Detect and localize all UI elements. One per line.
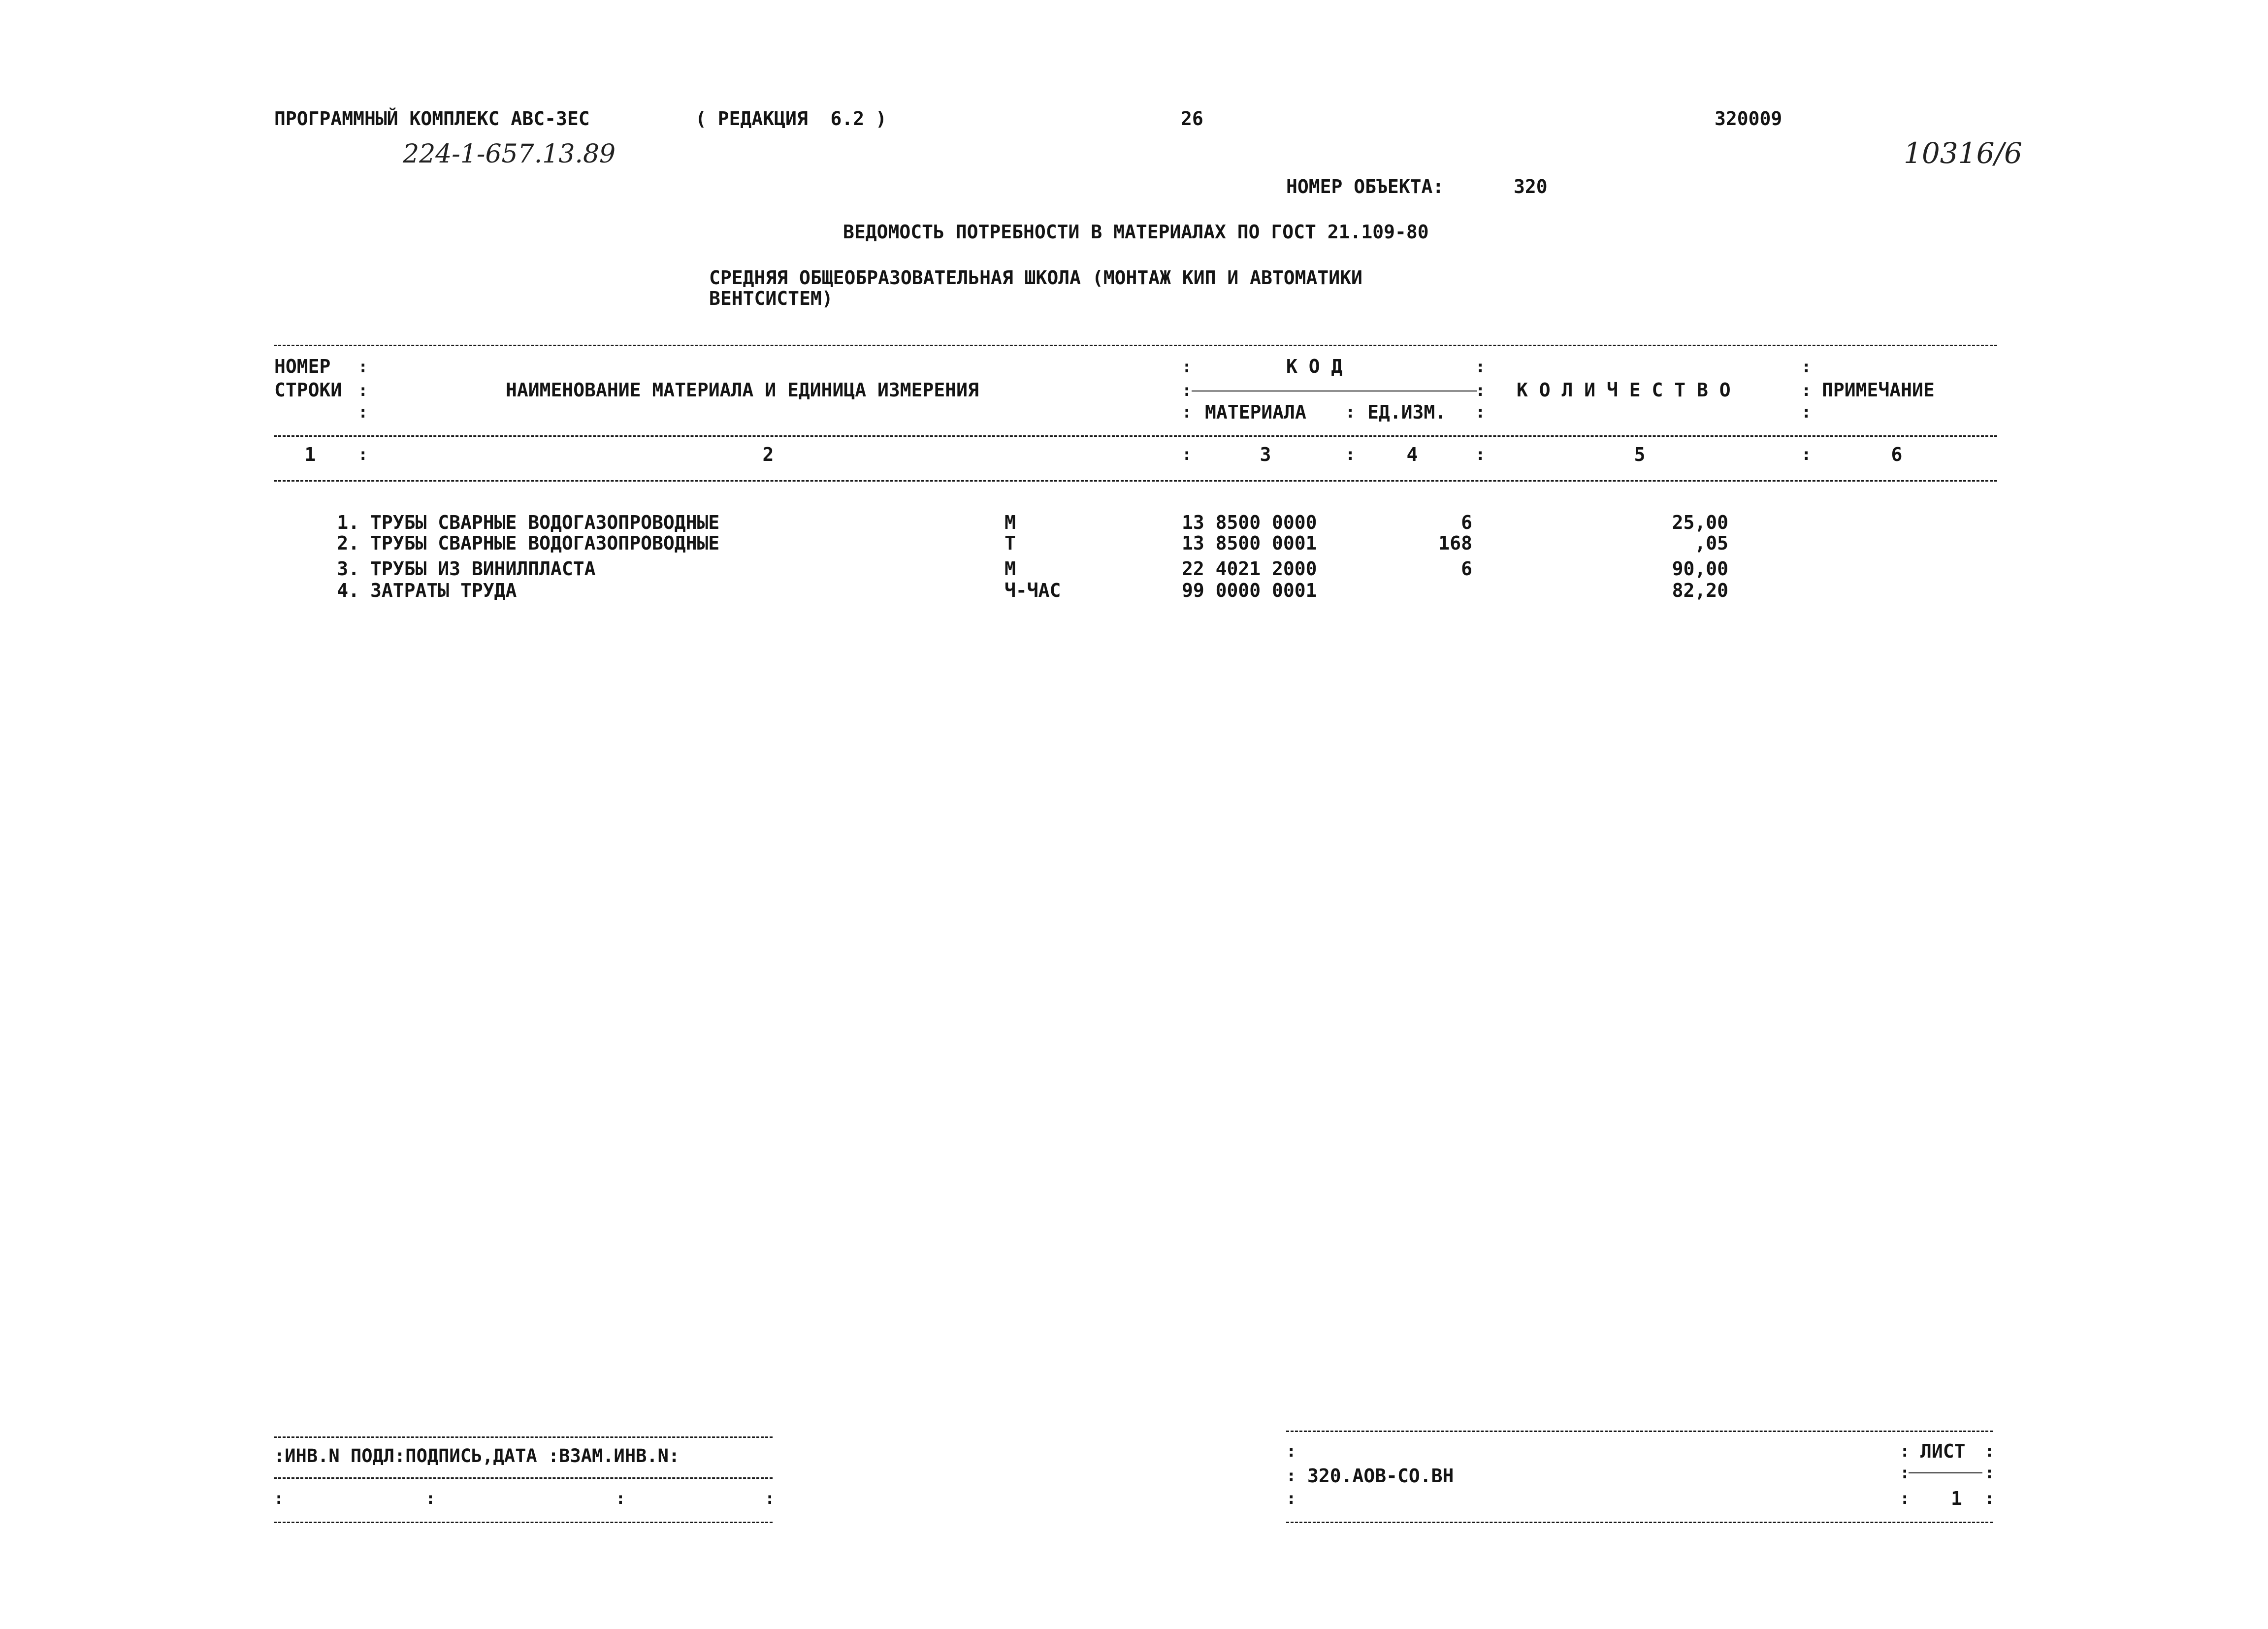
separator: : [1182,357,1192,377]
separator: : [1475,445,1486,464]
separator: : [358,445,368,464]
stamp-left-mid-rule [274,1477,773,1479]
unit: М [1004,558,1016,580]
quantity: 82,20 [1672,580,1728,601]
column-number: 1 [304,444,316,465]
column-number: 2 [762,444,774,465]
quantity: ,05 [1694,532,1728,554]
separator: : [1984,1489,1995,1508]
object-number-label: НОМЕР ОБЪЕКТА: [1286,176,1444,197]
material-name: ТРУБЫ СВАРНЫЕ ВОДОГАЗОПРОВОДНЫЕ [370,512,720,533]
material-code: 13 8500 0001 [1182,532,1317,554]
separator: : [1475,402,1486,422]
handwritten-inventory-number: 10316/6 [1904,136,2022,170]
separator: : [1801,402,1812,422]
sheet-label: ЛИСТ [1920,1440,1966,1462]
unit: М [1004,512,1016,533]
header-unit-code: ЕД.ИЗМ. [1367,401,1447,423]
separator: : [1182,381,1192,400]
program-name: ПРОГРАММНЫЙ КОМПЛЕКС АВС-3ЕС [274,108,590,130]
material-name: ТРУБЫ ИЗ ВИНИЛПЛАСТА [370,558,596,580]
sheet-rule [1909,1472,1982,1473]
column-number: 5 [1634,444,1646,465]
row-number: 3. [337,558,359,580]
quantity: 25,00 [1672,512,1728,533]
separator: : [1182,402,1192,422]
separator: : [1801,445,1812,464]
separator: : [358,357,368,377]
unit: Т [1004,532,1016,554]
separator: : [1984,1463,1995,1483]
edition: ( РЕДАКЦИЯ 6.2 ) [695,108,887,130]
header-note: ПРИМЕЧАНИЕ [1822,379,1935,401]
header-row-number-1: НОМЕР [274,356,331,377]
header-row-number-2: СТРОКИ [274,379,342,401]
row-number: 1. [337,512,359,533]
header-material-code: МАТЕРИАЛА [1205,401,1306,423]
unit-code: 6 [1461,512,1472,533]
column-number: 3 [1260,444,1271,465]
separator: : [1345,402,1356,422]
stamp-document-code: 320.АОВ-СО.ВН [1307,1465,1454,1487]
column-number: 4 [1406,444,1418,465]
stamp-left-header: :ИНВ.N ПОДЛ:ПОДПИСЬ,ДАТА :ВЗАМ.ИНВ.N: [274,1445,680,1466]
separator: : [1286,1441,1296,1461]
subtitle-line-2: ВЕНТСИСТЕМ) [709,288,833,309]
stamp-right-bottom-rule [1286,1522,1993,1523]
header-code: К О Д [1286,356,1343,377]
material-code: 13 8500 0000 [1182,512,1317,533]
handwritten-designation: 224-1-657.13.89 [403,139,616,169]
separator: : [1182,445,1192,464]
row-number: 2. [337,532,359,554]
separator: : [1801,381,1812,400]
table-top-rule [274,345,1997,346]
page-title: ВЕДОМОСТЬ ПОТРЕБНОСТИ В МАТЕРИАЛАХ ПО ГОСТ 21.109-80 [843,221,1429,243]
separator: : [1475,381,1486,400]
separator: : [1900,1441,1910,1461]
unit: Ч-ЧАС [1004,580,1061,601]
separator: : [358,381,368,400]
separator: : [1286,1466,1296,1486]
subtitle-line-1: СРЕДНЯЯ ОБЩЕОБРАЗОВАТЕЛЬНАЯ ШКОЛА (МОНТАЖ КИП И АВТОМАТИКИ [709,267,1362,289]
sheet-number: 1 [1951,1488,1962,1509]
separator: : [616,1489,626,1508]
separator: : [1475,357,1486,377]
separator: : [274,1489,284,1508]
header-material-name: НАИМЕНОВАНИЕ МАТЕРИАЛА И ЕДИНИЦА ИЗМЕРЕНИЯ [506,379,979,401]
stamp-left-top-rule [274,1436,773,1438]
object-number-value: 320 [1514,176,1548,197]
document-code: 320009 [1715,108,1782,130]
separator: : [1801,357,1812,377]
column-number: 6 [1891,444,1903,465]
material-name: ЗАТРАТЫ ТРУДА [370,580,517,601]
material-code: 99 0000 0001 [1182,580,1317,601]
separator: : [358,402,368,422]
column-numbers-rule [274,480,1997,482]
separator: : [425,1489,436,1508]
separator: : [765,1489,775,1508]
separator: : [1984,1441,1995,1461]
material-name: ТРУБЫ СВАРНЫЕ ВОДОГАЗОПРОВОДНЫЕ [370,532,720,554]
header-bottom-rule [274,435,1997,437]
material-code: 22 4021 2000 [1182,558,1317,580]
separator: : [1345,445,1356,464]
unit-code: 6 [1461,558,1472,580]
stamp-right-top-rule [1286,1431,1993,1432]
unit-code: 168 [1438,532,1472,554]
quantity: 90,00 [1672,558,1728,580]
page-number: 26 [1181,108,1203,130]
stamp-left-bottom-rule [274,1522,773,1523]
separator: : [1900,1463,1910,1483]
header-quantity: К О Л И Ч Е С Т В О [1517,379,1731,401]
row-number: 4. [337,580,359,601]
separator: : [1900,1489,1910,1508]
separator: : [1286,1489,1296,1508]
